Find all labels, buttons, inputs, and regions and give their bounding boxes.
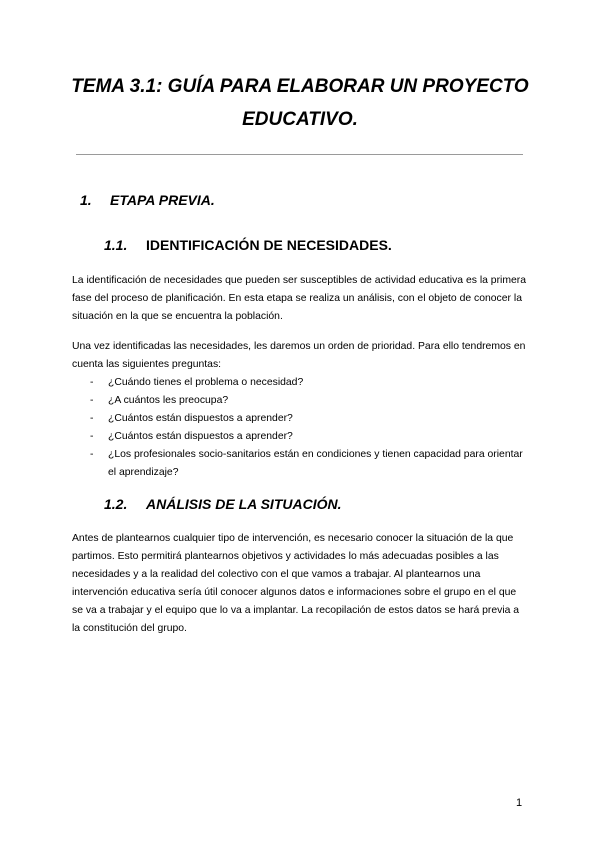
subsection-number: 1.2. [104,496,128,512]
section-heading-etapa-previa [80,190,215,210]
list-item-text: ¿Los profesionales socio-sanitarios están en condiciones y tienen capacidad para orientar el aprendizaje? [108,449,523,478]
page-number: 1 [516,797,523,809]
paragraph-analisis: Antes de plantearnos cualquier tipo de intervención, es necesario conocer la situación de la que partimos. Esto permitirá plantearnos objetivos y actividades lo más adecuadas posibles a las necesidades y a la realidad del colectivo con el que vamos a trabajar. Al plantearnos una intervención educativa sería útil conocer algunos datos e informaciones sobre el grupo en el que se va a trabajar y el equipo que lo va a implantar. La recopilación de estos datos se hará previa a la constitución del grupo. [72,533,520,634]
subsection-title: ANÁLISIS DE LA SITUACIÓN. [146,496,342,512]
list-item [72,410,530,428]
subsection-title: IDENTIFICACIÓN DE NECESIDADES. [146,237,392,253]
subsection-heading-analisis [104,494,342,514]
list-bullet: - [90,431,94,442]
section-number: 1. [80,192,92,208]
list-item-text: ¿Cuándo tienes el problema o necesidad? [108,377,304,388]
paragraph-identificacion: La identificación de necesidades que pueden ser susceptibles de actividad educativa es la primera fase del proceso de planificación. En esta etapa se realiza un análisis, con el objeto de conocer la situación en la que se encuentra la población. [72,275,527,322]
list-item-text: ¿A cuántos les preocupa? [108,395,229,406]
list-item [72,428,530,446]
list-bullet: - [90,395,94,406]
title-divider [76,154,523,155]
questions-list [72,374,530,482]
list-bullet: - [90,413,94,424]
list-bullet: - [90,377,94,388]
subsection-heading-identificacion [104,235,392,255]
list-item [72,392,530,410]
list-item [72,446,530,482]
list-item-text: ¿Cuántos están dispuestos a aprender? [108,431,293,442]
list-item-text: ¿Cuántos están dispuestos a aprender? [108,413,293,424]
section-title: ETAPA PREVIA. [110,192,215,208]
paragraph-prioridad: Una vez identificadas las necesidades, les daremos un orden de prioridad. Para ello tendremos en cuenta las siguientes preguntas: [72,341,526,370]
list-bullet: - [90,449,94,460]
list-item [72,374,530,392]
document-title: TEMA 3.1: GUÍA PARA ELABORAR UN PROYECTO EDUCATIVO. [71,76,529,130]
subsection-number: 1.1. [104,237,128,253]
